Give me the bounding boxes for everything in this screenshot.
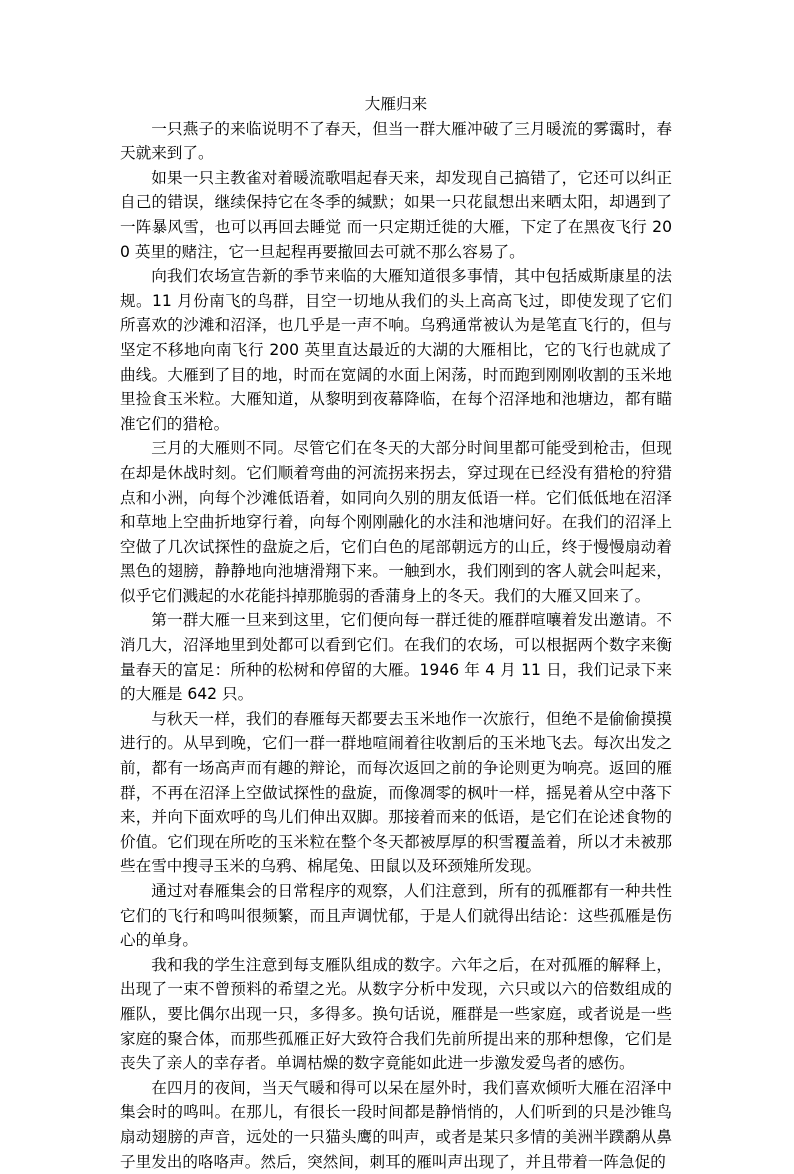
paragraph-4: 三月的大雁则不同。尽管它们在冬天的大部分时间里都可能受到枪击，但现在却是休战时刻。它们顺着弯曲的河流拐来拐去，穿过现在已经没有猎枪的狩猎点和小洲，向每个沙滩低语着，如同向久别的朋友低语一样。它们低低地在沼泽和草地上空曲折地穿行着，向每个刚刚融化的水洼和池塘问好。在我们的沼泽上空做了几次试探性的盘旋之后，它们白色的尾部朝远方的山丘，终于慢慢扇动着黑色的翅膀，静静地向池塘滑翔下来。一触到水，我们刚到的客人就会叫起来，似乎它们溅起的水花能抖掉那脆弱的香蒲身上的冬天。我们的大雁又回来了。 bbox=[120, 439, 672, 605]
paragraph-7: 通过对春雁集会的日常程序的观察，人们注意到，所有的孤雁都有一种共性 它们的飞行和鸣叫很频繁，而且声调忧郁，于是人们就得出结论：这些孤雁是伤心的单身。 bbox=[120, 882, 672, 950]
paragraph-6: 与秋天一样，我们的春雁每天都要去玉米地作一次旅行，但绝不是偷偷摸摸进行的。从早到晚，它们一群一群地喧闹着往收割后的玉米地飞去。每次出发之前，都有一场高声而有趣的辩论，而每次返回之前的争论则更为响亮。返回的雁群，不再在沼泽上空做试探性的盘旋，而像凋零的枫叶一样，摇晃着从空中落下来，并向下面欢呼的鸟儿们伸出双脚。那接着而来的低语，是它们在论述食物的价值。它们现在所吃的玉米粒在整个冬天都被厚厚的积雪覆盖着，所以才未被那些在雪中搜寻玉米的乌鸦、棉尾兔、田鼠以及环颈雉所发现。 bbox=[120, 709, 672, 876]
paragraph-8: 我和我的学生注意到每支雁队组成的数字。六年之后，在对孤雁的解释上，出现了一束不曾预料的希望之光。从数字分析中发现，六只或以六的倍数组成的雁队，要比偶尔出现一只，多得多。换句话说，雁群是一些家庭，或者说是一些家庭的聚合体，而那些孤雁正好大致符合我们先前所提出来的那种想像，它们是丧失了亲人的幸存者。单调枯燥的数字竟能如此进一步激发爱鸟者的感伤。 bbox=[120, 955, 672, 1073]
paragraph-2: 如果一只主教雀对着暖流歌唱起春天来，却发现自己搞错了，它还可以纠正自己的错误，继续保持它在冬季的缄默；如果一只花鼠想出来晒太阳，却遇到了一阵暴风雪，也可以再回去睡觉 而一只定期迁徙的大雁，下定了在黑夜飞行 200 英里的赌注，它一旦起程再要撤回去可就不那么容易了。 bbox=[120, 168, 672, 261]
paragraph-1: 一只燕子的来临说明不了春天，但当一群大雁冲破了三月暖流的雾霭时，春天就来到了。 bbox=[120, 119, 672, 163]
document-page bbox=[120, 92, 672, 1174]
paragraph-3: 向我们农场宣告新的季节来临的大雁知道很多事情，其中包括威斯康星的法规。11 月份南飞的鸟群，目空一切地从我们的头上高高飞过，即使发现了它们所喜欢的沙滩和沼泽，也几乎是一声不响。乌鸦通常被认为是笔直飞行的，但与坚定不移地向南飞行 200 英里直达最近的大湖的大雁相比，它的飞行也就成了曲线。大雁到了目的地，时而在宽阔的水面上闲荡，时而跑到刚刚收割的玉米地里捡食玉米粒。大雁知道，从黎明到夜幕降临，在每个沼泽地和池塘边，都有瞄准它们的猎枪。 bbox=[120, 267, 672, 433]
document-title: 大雁归来 bbox=[364, 95, 428, 113]
paragraph-9: 在四月的夜间，当天气暖和得可以呆在屋外时，我们喜欢倾听大雁在沼泽中集会时的鸣叫。在那儿，有很长一段时间都是静悄悄的，人们听到的只是沙锥鸟扇动翅膀的声音，远处的一只猫头鹰的叫声，或者是某只多情的美洲半蹼鹬从鼻子里发出的咯咯声。然后，突然间，刺耳的雁叫声出现了，并且带着一阵急促的 bbox=[120, 1078, 672, 1171]
paragraph-5: 第一群大雁一旦来到这里，它们便向每一群迁徙的雁群喧嚷着发出邀请。不消几大，沼泽地里到处都可以看到它们。在我们的农场，可以根据两个数字来衡量春天的富足：所种的松树和停留的大雁。1946 年 4 月 11 日，我们记录下来的大雁是 642 只。 bbox=[120, 611, 672, 704]
